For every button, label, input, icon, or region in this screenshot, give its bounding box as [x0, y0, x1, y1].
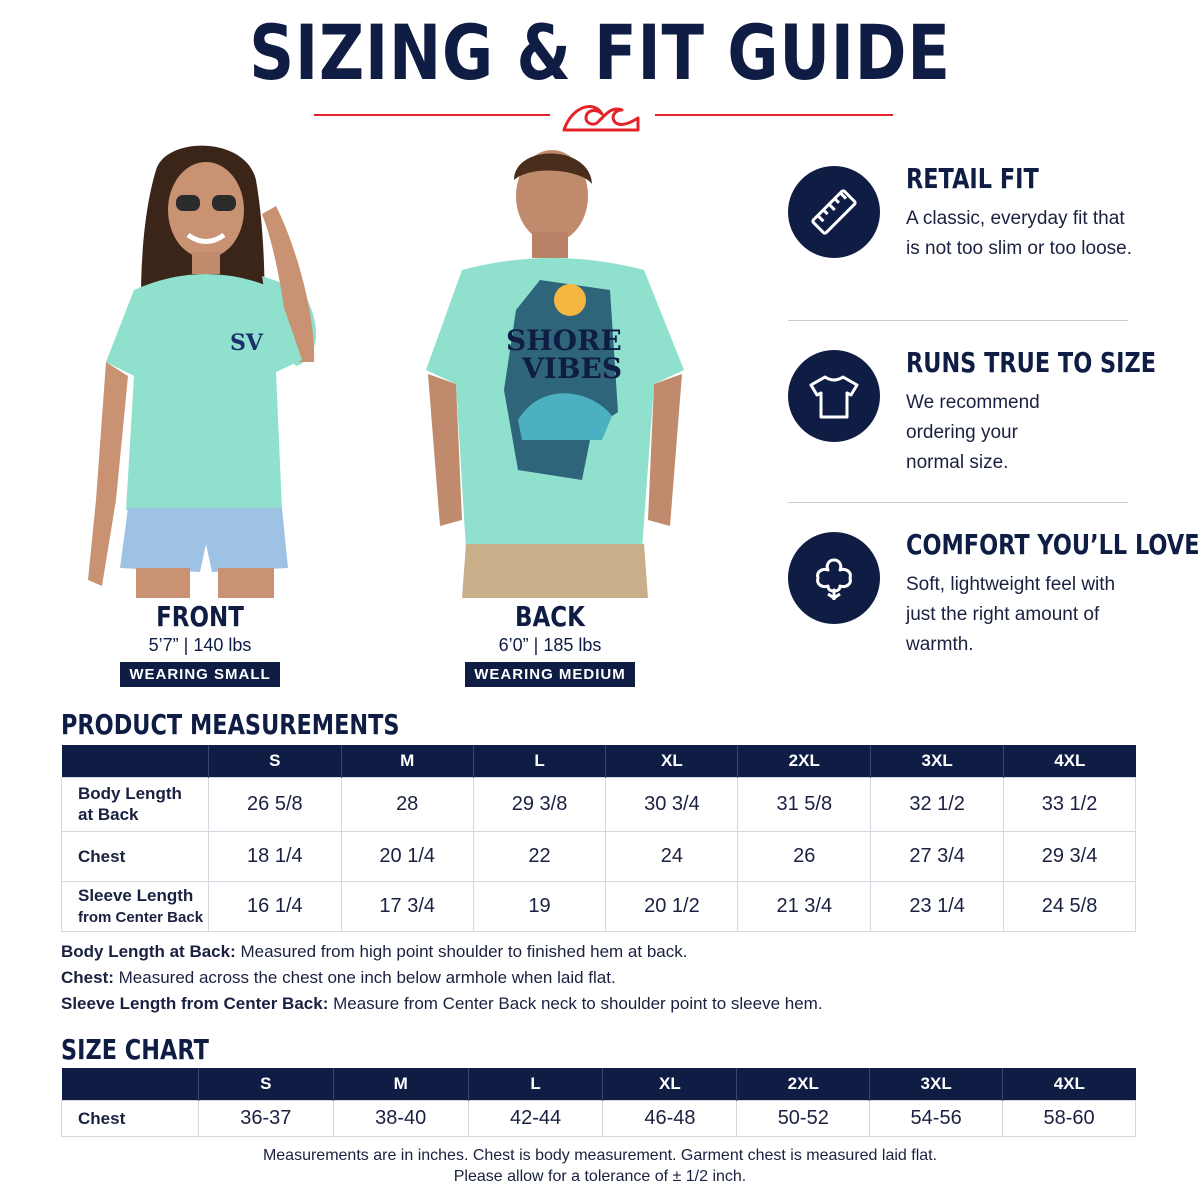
header-size: 3XL: [870, 1068, 1003, 1100]
table-cell: 28: [341, 777, 473, 831]
table-cell: 46-48: [603, 1100, 737, 1136]
front-shirt-logo: SV: [230, 330, 263, 356]
ruler-icon: [788, 166, 880, 258]
table-cell: 32 1/2: [871, 777, 1004, 831]
table-cell: 20 1/2: [606, 881, 738, 931]
front-size-badge: WEARING SMALL: [120, 662, 279, 687]
product-measurements-title: PRODUCT MEASUREMENTS: [61, 708, 400, 741]
feature-title-true-to-size: RUNS TRUE TO SIZE: [906, 346, 1157, 379]
feature-desc-true-to-size: We recommend ordering your normal size.: [906, 392, 1040, 473]
back-model-photo: [422, 140, 688, 598]
header-size: 4XL: [1003, 1068, 1136, 1100]
table-cell: 22: [473, 831, 606, 881]
cotton-icon: [788, 532, 880, 624]
back-size-badge: WEARING MEDIUM: [465, 662, 635, 687]
table-cell: 24: [606, 831, 738, 881]
table-cell: 58-60: [1003, 1100, 1136, 1136]
back-shirt-print-line1: SHORE: [506, 324, 622, 357]
product-measurements-table: [61, 745, 1136, 932]
back-view-label: BACK: [515, 600, 585, 633]
feature-divider: [788, 502, 1128, 503]
feature-divider: [788, 320, 1128, 321]
feature-retail-fit: [788, 162, 1138, 316]
header-size: L: [468, 1068, 603, 1100]
row-label-main: Body Length: [78, 784, 182, 803]
feature-title-comfort: COMFORT YOU’LL LOVE: [906, 528, 1200, 561]
header-size: XL: [606, 745, 738, 777]
back-caption: [420, 600, 680, 687]
row-label: [62, 777, 209, 831]
wave-icon: [560, 96, 642, 134]
note-chest: [61, 968, 1161, 994]
footnote: [0, 1145, 1200, 1187]
table-cell: 50-52: [737, 1100, 870, 1136]
footnote-line2: Please allow for a tolerance of ± 1/2 inch.: [453, 1168, 747, 1185]
back-shirt-print-line2: VIBES: [522, 352, 623, 385]
table-cell: 54-56: [870, 1100, 1003, 1136]
row-label: Chest: [62, 831, 209, 881]
table-cell: 33 1/2: [1004, 777, 1136, 831]
table-row: [62, 881, 1136, 931]
front-model-stats: 5’7” | 140 lbs: [148, 635, 252, 655]
header-size: 2XL: [738, 745, 871, 777]
table-row: [62, 1100, 1136, 1136]
note-term: Sleeve Length from Center Back:: [61, 994, 329, 1013]
row-label-main: Sleeve Length: [78, 885, 194, 905]
row-label: [62, 881, 209, 931]
table-cell: 24 5/8: [1004, 881, 1136, 931]
table-row: [62, 777, 1136, 831]
feature-comfort: [788, 528, 1200, 682]
note-text: Measure from Center Back neck to shoulder point to sleeve hem.: [333, 994, 823, 1013]
header-size: 2XL: [737, 1068, 870, 1100]
feature-desc-retail-fit: A classic, everyday fit that is not too slim or too loose.: [906, 208, 1132, 259]
note-text: Measured from high point shoulder to finished hem at back.: [240, 942, 688, 961]
note-text: Measured across the chest one inch below armhole when laid flat.: [118, 968, 616, 987]
header-size: S: [198, 1068, 333, 1100]
row-label-sub: from Center Back: [78, 908, 204, 926]
table-cell: 20 1/4: [341, 831, 473, 881]
header-size: M: [341, 745, 473, 777]
footnote-line1: Measurements are in inches. Chest is body measurement. Garment chest is measured laid flat.: [262, 1147, 938, 1164]
table-header-row: [62, 745, 1136, 777]
table-cell: 30 3/4: [606, 777, 738, 831]
header-size: 3XL: [871, 745, 1004, 777]
title-rule-left: [314, 114, 550, 116]
table-cell: 26: [738, 831, 871, 881]
page-title: SIZING & FIT GUIDE: [249, 8, 951, 97]
feature-desc-comfort: Soft, lightweight feel with just the right amount of warmth.: [906, 574, 1116, 655]
note-body-length: [61, 942, 1161, 968]
table-row: [62, 831, 1136, 881]
table-cell: 21 3/4: [738, 881, 871, 931]
header-size: XL: [603, 1068, 737, 1100]
table-cell: 26 5/8: [208, 777, 341, 831]
table-cell: 18 1/4: [208, 831, 341, 881]
table-cell: 19: [473, 881, 606, 931]
table-cell: 36-37: [198, 1100, 333, 1136]
table-header-row: [62, 1068, 1136, 1100]
front-model-photo: [76, 140, 336, 598]
back-model-stats: 6’0” | 185 lbs: [498, 635, 602, 655]
row-label-sub: at Back: [78, 805, 139, 824]
table-cell: 29 3/8: [473, 777, 606, 831]
note-term: Chest:: [61, 968, 114, 987]
table-cell: 38-40: [333, 1100, 468, 1136]
table-cell: 17 3/4: [341, 881, 473, 931]
row-label: Chest: [62, 1100, 199, 1136]
tshirt-icon: [788, 350, 880, 442]
header-size: L: [473, 745, 606, 777]
front-caption: [70, 600, 330, 687]
feature-true-to-size: [788, 346, 1157, 500]
measurement-notes: [61, 942, 1161, 1020]
table-cell: 27 3/4: [871, 831, 1004, 881]
table-cell: 23 1/4: [871, 881, 1004, 931]
header-size: S: [208, 745, 341, 777]
table-cell: 42-44: [468, 1100, 603, 1136]
header-size: M: [333, 1068, 468, 1100]
front-view-label: FRONT: [156, 600, 244, 633]
title-rule-right: [655, 114, 893, 116]
table-cell: 16 1/4: [208, 881, 341, 931]
table-cell: 29 3/4: [1004, 831, 1136, 881]
header-size: 4XL: [1004, 745, 1136, 777]
header-empty: [62, 1068, 199, 1100]
size-chart-title: SIZE CHART: [61, 1033, 209, 1066]
feature-title-retail-fit: RETAIL FIT: [906, 162, 1039, 195]
header-empty: [62, 745, 209, 777]
table-cell: 31 5/8: [738, 777, 871, 831]
size-chart-table: [61, 1068, 1136, 1137]
note-term: Body Length at Back:: [61, 942, 236, 961]
note-sleeve-length: [61, 994, 1161, 1020]
